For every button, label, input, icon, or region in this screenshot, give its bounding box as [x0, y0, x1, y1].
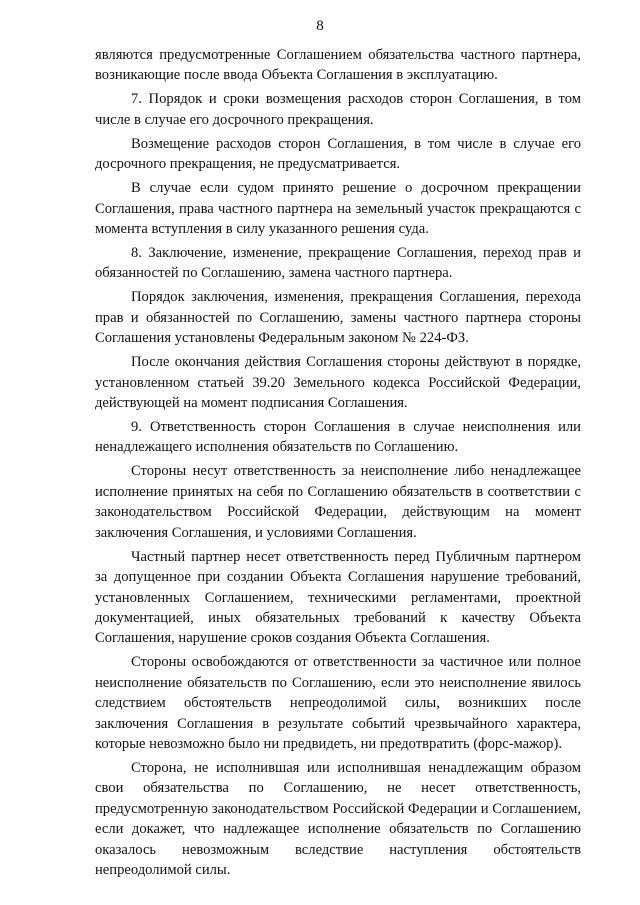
section-heading-8: 8. Заключение, изменение, прекращение Соглашения, переход прав и обязанностей по Соглашению, замена частного партнера. [95, 245, 581, 282]
paragraph: Сторона, не исполнившая или исполнившая ненадлежащим образом свои обязательства по Соглашению, не несет ответственность, предусмотренную законодательством Российской Федерации и Соглашением, если докажет, что надлежащее исполнение обязательств по Соглашению оказалось невозможным вследствие наступления обстоятельств непреодолимой силы. [95, 759, 581, 878]
document-body [95, 45, 581, 884]
paragraph: являются предусмотренные Соглашением обязательства частного партнера, возникающие после ввода Объекта Соглашения в эксплуатацию. [95, 47, 581, 84]
paragraph: Частный партнер несет ответственность перед Публичным партнером за допущенное при создании Объекта Соглашения нарушение требований, установленных Соглашением, техническими регламентами, проектной документацией, иных обязательных требований к качеству Объекта Соглашения, нарушение сроков создания Объекта Соглашения. [95, 548, 581, 647]
paragraph: Возмещение расходов сторон Соглашения, в том числе в случае его досрочного прекращения, не предусматривается. [95, 135, 581, 173]
paragraph: Стороны освобождаются от ответственности за частичное или полное неисполнение обязательств по Соглашению, если это неисполнение явилось следствием обстоятельств непреодолимой силы, возникших после заключения Соглашения в результате событий чрезвычайного характера, которые невозможно было ни предвидеть, ни предотвратить (форс-мажор). [95, 654, 581, 752]
section-heading-7: 7. Порядок и сроки возмещения расходов сторон Соглашения, в том числе в случае его досрочного прекращения. [95, 91, 581, 128]
paragraph: Порядок заключения, изменения, прекращения Соглашения, перехода прав и обязанностей по Соглашению, замены частного партнера стороны Соглашения установлены Федеральным законом № 224-ФЗ. [95, 289, 581, 347]
paragraph: В случае если судом принято решение о досрочном прекращении Соглашения, права частного партнера на земельный участок прекращаются с момента вступления в силу указанного решения суда. [95, 180, 581, 238]
paragraph: После окончания действия Соглашения стороны действуют в порядке, установленном статьей 39.20 Земельного кодекса Российской Федерации, действующей на момент подписания Соглашения. [95, 354, 581, 412]
page-number: 8 [316, 18, 324, 34]
section-heading-9: 9. Ответственность сторон Соглашения в случае неисполнения или ненадлежащего исполнения обязательств по Соглашению. [95, 419, 581, 456]
paragraph: Стороны несут ответственность за неисполнение либо ненадлежащее исполнение принятых на себя по Соглашению обязательств в соответствии с законодательством Российской Федерации, действующим на момент заключения Соглашения, и условиями Соглашения. [95, 463, 581, 541]
